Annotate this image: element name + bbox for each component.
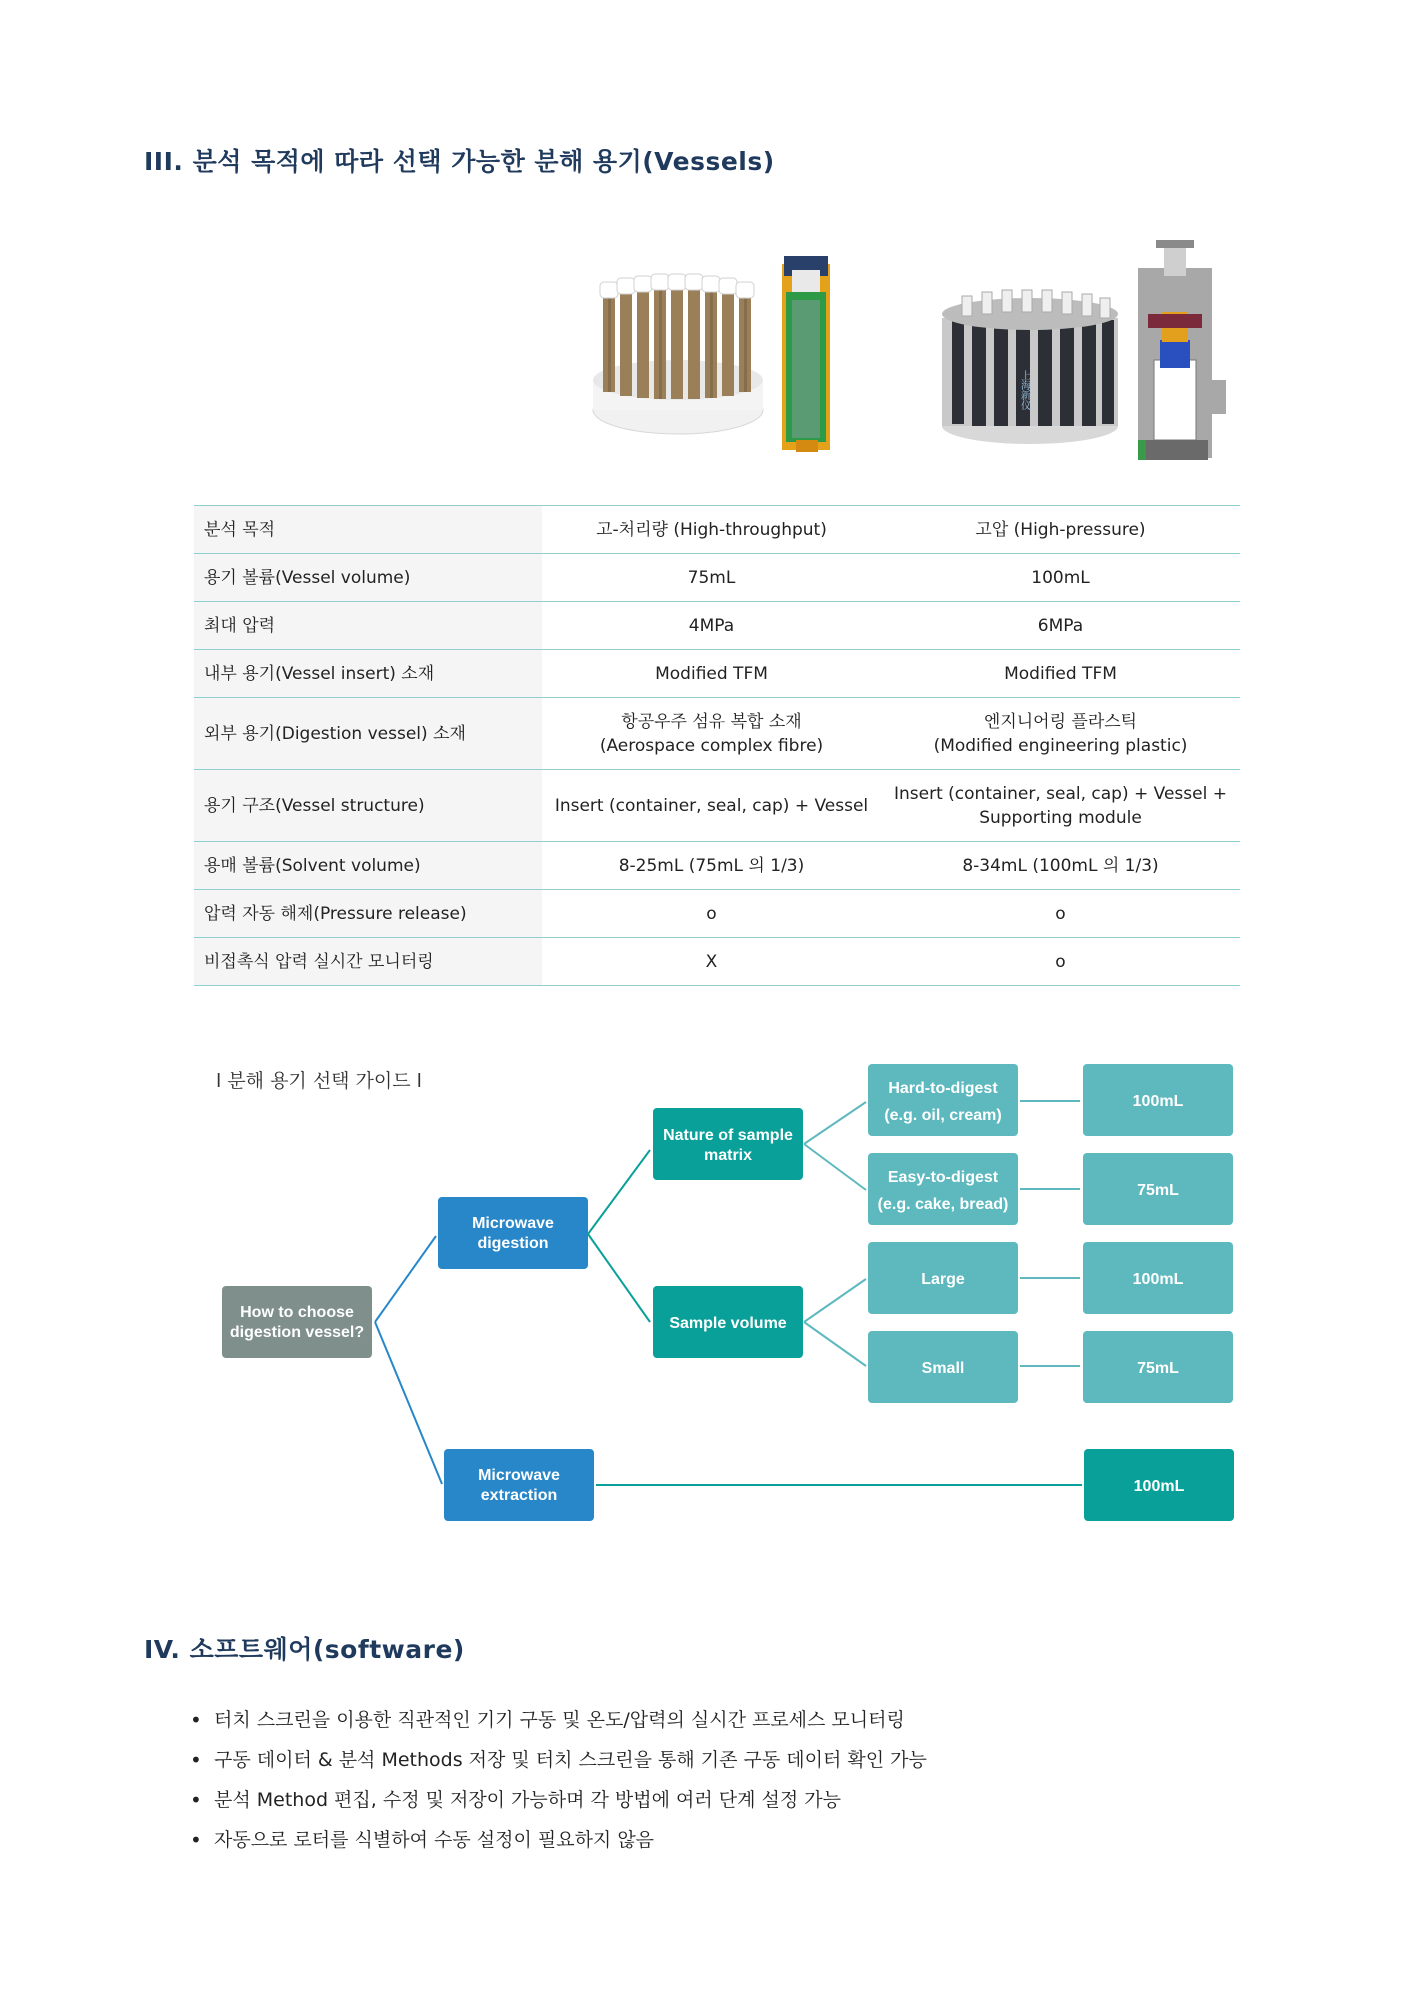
- sample-volume-node: [653, 1286, 803, 1358]
- connector: [588, 1150, 650, 1234]
- cell-high-pressure: 8-34mL (100mL 의 1/3): [881, 842, 1240, 890]
- node-label: Sample volume: [669, 1315, 787, 1332]
- rotor-brand-text: 上海新仪: [1018, 370, 1030, 410]
- node-label: digestion vessel?: [229, 1324, 365, 1341]
- cell-high-throughput: o: [542, 890, 881, 938]
- cell-line: 엔지니어링 플라스틱: [983, 711, 1138, 732]
- easy-to-digest-node: [868, 1153, 1018, 1225]
- nature-of-matrix-node: [653, 1108, 803, 1180]
- cell-high-throughput: 75mL: [542, 554, 881, 602]
- cell-high-pressure: 100mL: [881, 554, 1240, 602]
- list-item: • 분석 Method 편집, 수정 및 저장이 가능하며 각 방법에 여러 단계 설정 가능: [190, 1780, 927, 1820]
- cell-high-pressure: 고압 (High-pressure): [881, 506, 1240, 554]
- result-easy-node: [1083, 1153, 1233, 1225]
- small-volume-node: [868, 1331, 1018, 1403]
- result-large-node: [1083, 1242, 1233, 1314]
- connector: [375, 1236, 436, 1322]
- cell-high-throughput: Modified TFM: [542, 650, 881, 698]
- node-label: Hard-to-digest: [888, 1080, 998, 1097]
- cell-high-throughput: 고-처리량 (High-throughput): [542, 506, 881, 554]
- connector: [804, 1144, 866, 1190]
- hard-to-digest-node: [868, 1064, 1018, 1136]
- row-label: 외부 용기(Digestion vessel) 소재: [194, 698, 542, 770]
- row-label: 용매 볼륨(Solvent volume): [194, 842, 542, 890]
- result-extraction-node: [1084, 1449, 1234, 1521]
- node-label: Nature of sample: [663, 1127, 793, 1144]
- microwave-digestion-node: [438, 1197, 588, 1269]
- node-label: Easy-to-digest: [887, 1169, 999, 1186]
- node-label: (e.g. oil, cream): [884, 1107, 1002, 1124]
- software-feature-list: [190, 1700, 927, 1860]
- cell-line: 항공우주 섬유 복합 소재: [621, 711, 802, 732]
- cell-line: (Modified engineering plastic): [933, 735, 1188, 756]
- connector: [804, 1322, 866, 1366]
- cell-line: (Aerospace complex fibre): [599, 735, 824, 756]
- cell-high-throughput: Insert (container, seal, cap) + Vessel: [542, 770, 881, 842]
- node-label: matrix: [703, 1147, 753, 1164]
- cell-high-throughput: X: [542, 938, 881, 986]
- cell-high-pressure: Modified TFM: [881, 650, 1240, 698]
- row-label: 압력 자동 해제(Pressure release): [194, 890, 542, 938]
- connector: [804, 1279, 866, 1322]
- node-label: (e.g. cake, bread): [877, 1196, 1009, 1213]
- result-small-node: [1083, 1331, 1233, 1403]
- list-item: • 자동으로 로터를 식별하여 수동 설정이 필요하지 않음: [190, 1820, 927, 1860]
- row-label: 최대 압력: [194, 602, 542, 650]
- node-label: digestion: [477, 1235, 549, 1252]
- cell-line: Insert (container, seal, cap) + Vessel +: [894, 783, 1227, 804]
- list-item: • 구동 데이터 & 분석 Methods 저장 및 터치 스크린을 통해 기존 구동 데이터 확인 가능: [190, 1740, 927, 1780]
- row-label: 비접촉식 압력 실시간 모니터링: [194, 938, 542, 986]
- row-label: 용기 볼륨(Vessel volume): [194, 554, 542, 602]
- cell-high-pressure: o: [881, 890, 1240, 938]
- cell-high-throughput: 4MPa: [542, 602, 881, 650]
- connector: [804, 1102, 866, 1144]
- node-label: 75mL: [1137, 1360, 1179, 1377]
- node-label: 100mL: [1133, 1478, 1185, 1495]
- node-label: Microwave: [472, 1215, 554, 1232]
- row-label: 분석 목적: [194, 506, 542, 554]
- node-label: 100mL: [1132, 1271, 1184, 1288]
- row-label: 내부 용기(Vessel insert) 소재: [194, 650, 542, 698]
- node-label: Small: [921, 1360, 965, 1377]
- node-label: Large: [921, 1271, 965, 1288]
- node-label: Microwave: [478, 1467, 560, 1484]
- connector: [588, 1234, 650, 1322]
- list-item: • 터치 스크린을 이용한 직관적인 기기 구동 및 온도/압력의 실시간 프로세스 모니터링: [190, 1700, 927, 1740]
- cell-high-throughput: 8-25mL (75mL 의 1/3): [542, 842, 881, 890]
- node-label: How to choose: [240, 1304, 354, 1321]
- microwave-extraction-node: [444, 1449, 594, 1521]
- section-4-title: IV. 소프트웨어(software): [144, 1635, 465, 1664]
- guide-title: l 분해 용기 선택 가이드 l: [216, 1070, 422, 1092]
- connector: [375, 1322, 442, 1484]
- cell-high-pressure: o: [881, 938, 1240, 986]
- row-label: 용기 구조(Vessel structure): [194, 770, 542, 842]
- node-label: 75mL: [1137, 1182, 1179, 1199]
- cell-line: Supporting module: [979, 807, 1142, 828]
- cell-high-pressure: 6MPa: [881, 602, 1240, 650]
- large-volume-node: [868, 1242, 1018, 1314]
- node-label: 100mL: [1132, 1093, 1184, 1110]
- root-node: [222, 1286, 372, 1358]
- section-3-title: III. 분석 목적에 따라 선택 가능한 분해 용기(Vessels): [144, 147, 775, 176]
- result-hard-node: [1083, 1064, 1233, 1136]
- node-label: extraction: [480, 1487, 558, 1504]
